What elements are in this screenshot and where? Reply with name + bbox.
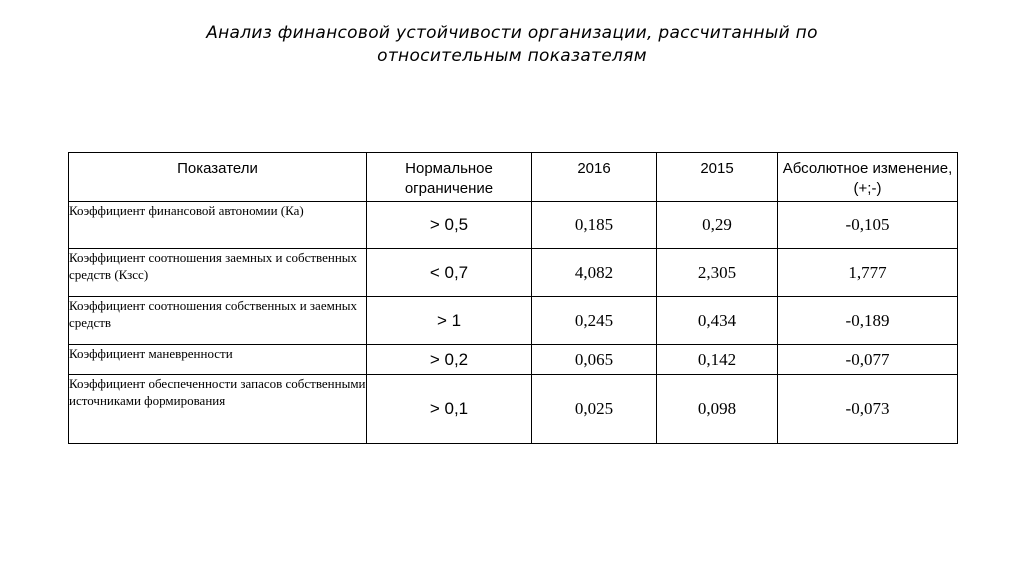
- value-2016: 0,025: [532, 375, 657, 444]
- table-header-row: [69, 153, 958, 202]
- value-2015: 0,29: [657, 202, 778, 249]
- indicator-name: Коэффициент соотношения заемных и собственных средств (Кзсс): [69, 249, 367, 297]
- header-2015: 2015: [657, 153, 778, 202]
- financial-stability-table: [68, 152, 958, 444]
- page-title-line-2: относительным показателям: [377, 46, 647, 66]
- value-2016: 4,082: [532, 249, 657, 297]
- value-2015: 0,142: [657, 345, 778, 375]
- table-row: [69, 375, 958, 444]
- table-row: [69, 345, 958, 375]
- value-2015: 2,305: [657, 249, 778, 297]
- norm-value: > 0,1: [367, 375, 532, 444]
- change-value: -0,077: [778, 345, 958, 375]
- change-value: -0,189: [778, 297, 958, 345]
- header-change: Абсолютное изменение, (+;-): [778, 153, 958, 202]
- header-indicator: Показатели: [69, 153, 367, 202]
- indicator-name: Коэффициент маневренности: [69, 345, 367, 375]
- indicator-name: Коэффициент обеспеченности запасов собственными источниками формирования: [69, 375, 367, 444]
- page-title-line-1: Анализ финансовой устойчивости организации, рассчитанный по: [206, 23, 818, 43]
- table-row: [69, 202, 958, 249]
- indicator-name: Коэффициент соотношения собственных и заемных средств: [69, 297, 367, 345]
- value-2016: 0,185: [532, 202, 657, 249]
- header-2016: 2016: [532, 153, 657, 202]
- indicator-name: Коэффициент финансовой автономии (Ка): [69, 202, 367, 249]
- table-row: [69, 249, 958, 297]
- change-value: -0,105: [778, 202, 958, 249]
- value-2016: 0,245: [532, 297, 657, 345]
- header-norm: Нормальное ограничение: [367, 153, 532, 202]
- norm-value: < 0,7: [367, 249, 532, 297]
- value-2015: 0,434: [657, 297, 778, 345]
- table-row: [69, 297, 958, 345]
- norm-value: > 1: [367, 297, 532, 345]
- page-title: [100, 22, 924, 68]
- change-value: 1,777: [778, 249, 958, 297]
- value-2016: 0,065: [532, 345, 657, 375]
- value-2015: 0,098: [657, 375, 778, 444]
- norm-value: > 0,2: [367, 345, 532, 375]
- norm-value: > 0,5: [367, 202, 532, 249]
- change-value: -0,073: [778, 375, 958, 444]
